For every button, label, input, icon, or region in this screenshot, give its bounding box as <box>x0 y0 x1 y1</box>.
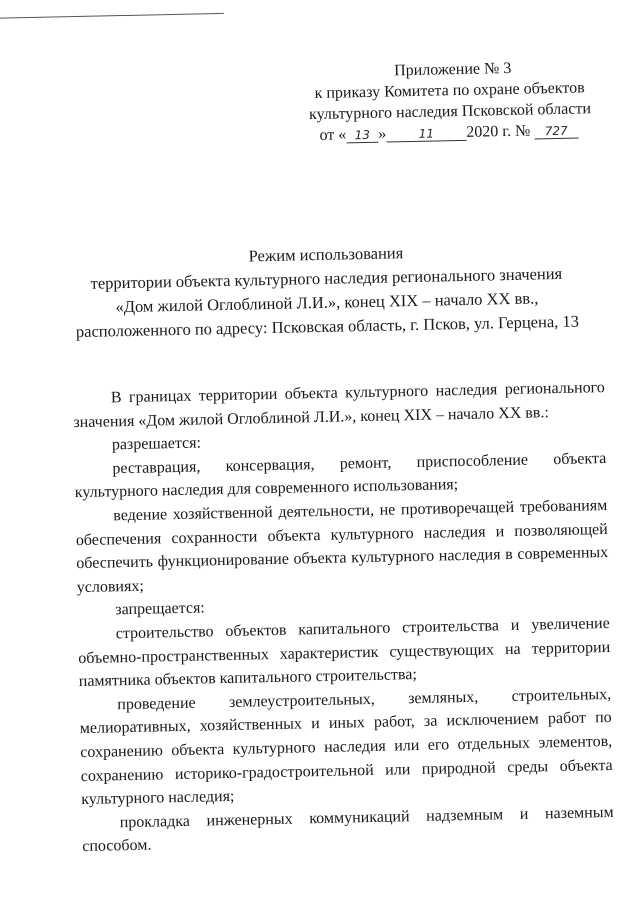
committee-name: культурного наследия Псковской области <box>308 100 592 124</box>
order-reference: к приказу Комитета по охране объектов <box>314 79 585 103</box>
scan-artifact-line <box>0 13 224 19</box>
title-line-1: Режим использования <box>248 243 404 266</box>
forbidden-item-2: проведение землеустроительных, земляных, строительных, мелиоративных, хозяйственных и иных работ, за исключением работ по сохранению объекта культурного наследия или его отдельных элементов, сохранению историко-градостроительной или природной среды объекта культурного наследия; <box>79 685 613 809</box>
date-quote-close: » <box>378 125 387 143</box>
title-line-2: территории объекта культурного наследия регионального значения <box>90 263 563 293</box>
forbidden-item-1: строительство объектов капитального строительства и увеличение объемно-пространственных характеристик существующих на территории памятника объектов капитального строительства; <box>78 614 611 691</box>
allowed-item-2: ведение хозяйственной деятельности, не противоречащей требованиям обеспечения сохранности объекта культурного наследия и позволяющей обеспечить функционирование объекта культурного наследия в современных условиях; <box>75 496 609 596</box>
title-line-4: расположенного по адресу: Псковская область, г. Псков, ул. Герцена, 13 <box>75 311 580 342</box>
date-month-handwritten: 11 <box>386 126 466 143</box>
document-body <box>73 376 615 859</box>
forbidden-heading: запрещается: <box>115 599 205 619</box>
allowed-item-1: реставрация, консервация, ремонт, приспособление объекта культурного наследия для современного использования; <box>74 449 607 502</box>
forbidden-item-3: прокладка инженерных коммуникаций надземным и наземным способом. <box>82 803 614 856</box>
title-line-3: «Дом жилой Оглоблиной Л.И.», конец XIX – начало XX вв., <box>115 288 539 317</box>
date-prefix: от « <box>319 126 347 144</box>
appendix-number: Приложение № 3 <box>393 59 512 80</box>
order-number-handwritten: 727 <box>534 124 578 140</box>
allowed-heading: разрешается: <box>111 434 202 454</box>
date-year-number-label: 2020 г. № <box>466 122 531 141</box>
intro-paragraph: В границах территории объекта культурного наследия регионального значения «Дом жилой Оглоблиной Л.И.», конец XIX – начало XX вв.: <box>73 379 605 431</box>
document-title <box>56 237 598 344</box>
date-day-handwritten: 13 <box>346 128 378 144</box>
appendix-header <box>304 56 592 146</box>
